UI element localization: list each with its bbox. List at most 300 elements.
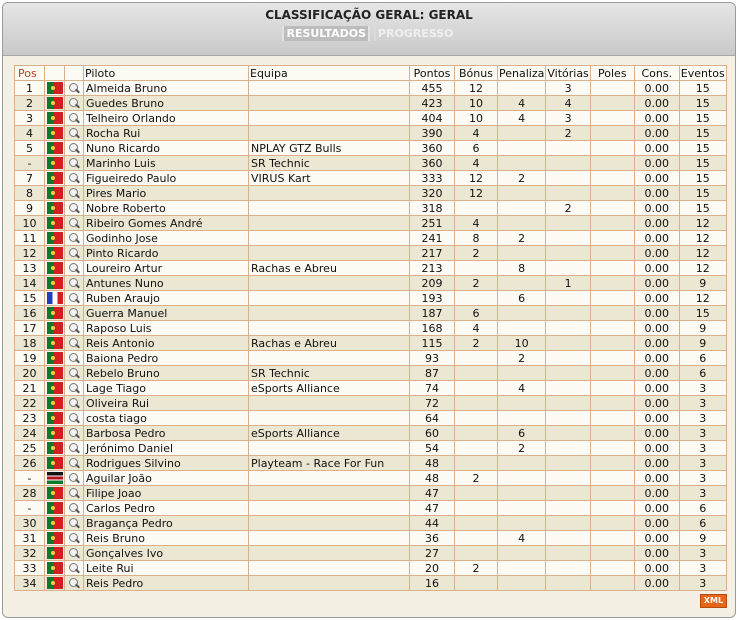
cell-pos: 16: [15, 306, 45, 321]
cell-vitorias: [546, 246, 590, 261]
magnifier-icon[interactable]: [66, 127, 82, 139]
cell-bonus: 12: [455, 81, 498, 96]
cell-pos: 31: [15, 531, 45, 546]
cell-bonus: 8: [455, 231, 498, 246]
cell-details[interactable]: [65, 471, 84, 486]
cell-poles: [590, 291, 634, 306]
cell-piloto[interactable]: Ruben Araujo: [84, 291, 249, 306]
cell-vitorias: [546, 561, 590, 576]
cell-piloto[interactable]: Pinto Ricardo: [84, 246, 249, 261]
cell-details[interactable]: [65, 501, 84, 516]
cell-eventos: 15: [679, 186, 726, 201]
cell-cons: 0.00: [634, 336, 679, 351]
cell-poles: [590, 471, 634, 486]
cell-piloto[interactable]: Figueiredo Paulo: [84, 171, 249, 186]
magnifier-icon[interactable]: [66, 457, 82, 469]
cell-penaliza: [498, 411, 546, 426]
cell-vitorias: [546, 366, 590, 381]
cell-piloto[interactable]: costa tiago: [84, 411, 249, 426]
cell-pontos: 360: [410, 141, 455, 156]
magnifier-icon[interactable]: [66, 337, 82, 349]
cell-pontos: 16: [410, 576, 455, 591]
cell-pos: 9: [15, 201, 45, 216]
cell-piloto[interactable]: Bragança Pedro: [84, 516, 249, 531]
cell-penaliza: [498, 321, 546, 336]
magnifier-icon[interactable]: [66, 277, 82, 289]
cell-pos: 13: [15, 261, 45, 276]
col-header-poles[interactable]: Poles: [590, 66, 634, 81]
cell-pontos: 48: [410, 471, 455, 486]
cell-cons: 0.00: [634, 531, 679, 546]
table-row: [15, 306, 727, 321]
cell-pontos: 213: [410, 261, 455, 276]
cell-penaliza: 4: [498, 531, 546, 546]
cell-details[interactable]: [65, 516, 84, 531]
cell-penaliza: [498, 126, 546, 141]
cell-details[interactable]: [65, 81, 84, 96]
magnifier-icon[interactable]: [66, 487, 82, 499]
table-row: [15, 231, 727, 246]
cell-equipa: [249, 111, 410, 126]
col-header-piloto[interactable]: Piloto: [84, 66, 249, 81]
cell-piloto[interactable]: Rocha Rui: [84, 126, 249, 141]
cell-eventos: 9: [679, 531, 726, 546]
magnifier-icon[interactable]: [66, 142, 82, 154]
cell-pos: 11: [15, 231, 45, 246]
cell-details[interactable]: [65, 561, 84, 576]
magnifier-icon[interactable]: [66, 262, 82, 274]
magnifier-icon[interactable]: [66, 502, 82, 514]
cell-penaliza: 6: [498, 426, 546, 441]
cell-piloto[interactable]: Almeida Bruno: [84, 81, 249, 96]
cell-equipa: [249, 201, 410, 216]
cell-flag: [45, 366, 65, 381]
cell-cons: 0.00: [634, 351, 679, 366]
cell-flag: [45, 531, 65, 546]
cell-poles: [590, 336, 634, 351]
cell-bonus: 4: [455, 156, 498, 171]
cell-piloto[interactable]: Aguilar João: [84, 471, 249, 486]
col-header-pontos[interactable]: Pontos: [410, 66, 455, 81]
cell-flag: [45, 171, 65, 186]
cell-piloto[interactable]: Reis Bruno: [84, 531, 249, 546]
cell-vitorias: [546, 501, 590, 516]
cell-pontos: 455: [410, 81, 455, 96]
cell-bonus: [455, 411, 498, 426]
cell-flag: [45, 516, 65, 531]
country-flag-icon: [47, 337, 63, 349]
cell-eventos: 9: [679, 336, 726, 351]
country-flag-icon: [47, 187, 63, 199]
cell-pos: 24: [15, 426, 45, 441]
cell-details[interactable]: [65, 126, 84, 141]
col-header-penaliza[interactable]: Penaliza: [499, 66, 545, 80]
cell-piloto[interactable]: Nobre Roberto: [84, 201, 249, 216]
cell-flag: [45, 396, 65, 411]
cell-equipa: [249, 81, 410, 96]
cell-cons: 0.00: [634, 576, 679, 591]
cell-eventos: 15: [679, 201, 726, 216]
magnifier-icon[interactable]: [66, 367, 82, 379]
cell-vitorias: [546, 426, 590, 441]
table-row: [15, 81, 727, 96]
cell-pos: 5: [15, 141, 45, 156]
cell-poles: [590, 576, 634, 591]
cell-piloto[interactable]: Carlos Pedro: [84, 501, 249, 516]
cell-equipa: SR Technic: [249, 366, 410, 381]
cell-equipa: VIRUS Kart: [249, 171, 410, 186]
cell-eventos: 3: [679, 441, 726, 456]
cell-poles: [590, 186, 634, 201]
country-flag-icon: [47, 172, 63, 184]
magnifier-icon[interactable]: [66, 517, 82, 529]
cell-details[interactable]: [65, 351, 84, 366]
table-row: [15, 516, 727, 531]
magnifier-icon[interactable]: [66, 112, 82, 124]
cell-details[interactable]: [65, 186, 84, 201]
cell-vitorias: [546, 216, 590, 231]
cell-poles: [590, 201, 634, 216]
cell-details[interactable]: [65, 216, 84, 231]
cell-penaliza: [498, 456, 546, 471]
cell-pontos: 36: [410, 531, 455, 546]
cell-flag: [45, 81, 65, 96]
cell-poles: [590, 141, 634, 156]
cell-equipa: Playteam - Race For Fun: [249, 456, 410, 471]
magnifier-icon[interactable]: [66, 412, 82, 424]
cell-bonus: [455, 531, 498, 546]
cell-penaliza: [498, 306, 546, 321]
cell-equipa: [249, 351, 410, 366]
cell-details[interactable]: [65, 441, 84, 456]
magnifier-icon[interactable]: [66, 547, 82, 559]
cell-vitorias: [546, 456, 590, 471]
cell-bonus: 2: [455, 276, 498, 291]
cell-equipa: Rachas e Abreu: [249, 336, 410, 351]
cell-cons: 0.00: [634, 156, 679, 171]
cell-vitorias: [546, 381, 590, 396]
magnifier-icon[interactable]: [66, 577, 82, 589]
cell-details[interactable]: [65, 456, 84, 471]
cell-piloto[interactable]: Jerónimo Daniel: [84, 441, 249, 456]
cell-details[interactable]: [65, 396, 84, 411]
cell-flag: [45, 276, 65, 291]
cell-vitorias: [546, 291, 590, 306]
cell-flag: [45, 561, 65, 576]
cell-piloto[interactable]: Reis Pedro: [84, 576, 249, 591]
cell-cons: 0.00: [634, 186, 679, 201]
cell-details[interactable]: [65, 366, 84, 381]
cell-flag: [45, 456, 65, 471]
cell-pos: 19: [15, 351, 45, 366]
cell-penaliza: [498, 216, 546, 231]
cell-equipa: eSports Alliance: [249, 426, 410, 441]
cell-cons: 0.00: [634, 411, 679, 426]
table-row: [15, 111, 727, 126]
cell-piloto[interactable]: Oliveira Rui: [84, 396, 249, 411]
magnifier-icon[interactable]: [66, 427, 82, 439]
cell-equipa: eSports Alliance: [249, 381, 410, 396]
cell-eventos: 12: [679, 291, 726, 306]
cell-cons: 0.00: [634, 111, 679, 126]
cell-equipa: NPLAY GTZ Bulls: [249, 141, 410, 156]
cell-pos: 1: [15, 81, 45, 96]
cell-details[interactable]: [65, 321, 84, 336]
cell-cons: 0.00: [634, 126, 679, 141]
cell-pontos: 54: [410, 441, 455, 456]
magnifier-icon[interactable]: [66, 187, 82, 199]
cell-pontos: 168: [410, 321, 455, 336]
cell-piloto[interactable]: Filipe Joao: [84, 486, 249, 501]
table-row: [15, 396, 727, 411]
country-flag-icon: [47, 262, 63, 274]
cell-poles: [590, 216, 634, 231]
magnifier-icon[interactable]: [66, 232, 82, 244]
country-flag-icon: [47, 277, 63, 289]
tab-progresso[interactable]: PROGRESSO: [374, 26, 456, 41]
cell-details[interactable]: [65, 231, 84, 246]
cell-pos: 10: [15, 216, 45, 231]
cell-cons: 0.00: [634, 441, 679, 456]
magnifier-icon[interactable]: [66, 532, 82, 544]
cell-pos: 14: [15, 276, 45, 291]
cell-piloto[interactable]: Guedes Bruno: [84, 96, 249, 111]
magnifier-icon[interactable]: [66, 382, 82, 394]
cell-cons: 0.00: [634, 216, 679, 231]
cell-piloto[interactable]: Leite Rui: [84, 561, 249, 576]
cell-piloto[interactable]: Nuno Ricardo: [84, 141, 249, 156]
cell-details[interactable]: [65, 141, 84, 156]
tab-resultados[interactable]: RESULTADOS: [282, 26, 370, 41]
table-row: [15, 276, 727, 291]
cell-piloto[interactable]: Ribeiro Gomes André: [84, 216, 249, 231]
cell-flag: [45, 471, 65, 486]
cell-pos: 2: [15, 96, 45, 111]
magnifier-icon[interactable]: [66, 202, 82, 214]
cell-pos: 17: [15, 321, 45, 336]
country-flag-icon: [47, 217, 63, 229]
cell-cons: 0.00: [634, 516, 679, 531]
cell-penaliza: 2: [498, 231, 546, 246]
cell-eventos: 3: [679, 561, 726, 576]
cell-eventos: 15: [679, 96, 726, 111]
cell-vitorias: 3: [546, 81, 590, 96]
cell-vitorias: 3: [546, 111, 590, 126]
cell-pontos: 423: [410, 96, 455, 111]
cell-flag: [45, 291, 65, 306]
cell-piloto[interactable]: Raposo Luis: [84, 321, 249, 336]
cell-pos: 28: [15, 486, 45, 501]
cell-piloto[interactable]: Barbosa Pedro: [84, 426, 249, 441]
col-header-eventos[interactable]: Eventos: [680, 66, 725, 80]
cell-piloto[interactable]: Guerra Manuel: [84, 306, 249, 321]
cell-details[interactable]: [65, 531, 84, 546]
table-row: [15, 351, 727, 366]
country-flag-icon: [47, 112, 63, 124]
cell-pontos: 390: [410, 126, 455, 141]
cell-piloto[interactable]: Loureiro Artur: [84, 261, 249, 276]
cell-piloto[interactable]: Marinho Luis: [84, 156, 249, 171]
cell-poles: [590, 381, 634, 396]
cell-details[interactable]: [65, 486, 84, 501]
cell-poles: [590, 516, 634, 531]
cell-details[interactable]: [65, 411, 84, 426]
magnifier-icon[interactable]: [66, 157, 82, 169]
table-row: [15, 456, 727, 471]
cell-bonus: [455, 426, 498, 441]
cell-penaliza: [498, 546, 546, 561]
cell-cons: 0.00: [634, 141, 679, 156]
cell-bonus: [455, 291, 498, 306]
cell-details[interactable]: [65, 261, 84, 276]
cell-piloto[interactable]: Rodrigues Silvino: [84, 456, 249, 471]
cell-piloto[interactable]: Rebelo Bruno: [84, 366, 249, 381]
cell-bonus: [455, 501, 498, 516]
cell-penaliza: [498, 501, 546, 516]
cell-equipa: [249, 291, 410, 306]
col-header-equipa[interactable]: Equipa: [249, 66, 410, 81]
cell-piloto[interactable]: Lage Tiago: [84, 381, 249, 396]
cell-penaliza: 8: [498, 261, 546, 276]
cell-poles: [590, 561, 634, 576]
col-header-bonus[interactable]: Bónus: [455, 66, 498, 81]
magnifier-icon[interactable]: [66, 97, 82, 109]
magnifier-icon[interactable]: [66, 322, 82, 334]
cell-details[interactable]: [65, 201, 84, 216]
country-flag-icon: [47, 397, 63, 409]
cell-eventos: 3: [679, 396, 726, 411]
cell-poles: [590, 531, 634, 546]
cell-vitorias: [546, 171, 590, 186]
cell-equipa: [249, 96, 410, 111]
cell-details[interactable]: [65, 291, 84, 306]
cell-flag: [45, 111, 65, 126]
cell-piloto[interactable]: Godinho Jose: [84, 231, 249, 246]
magnifier-icon[interactable]: [66, 247, 82, 259]
cell-bonus: 10: [455, 96, 498, 111]
cell-pos: 8: [15, 186, 45, 201]
cell-cons: 0.00: [634, 546, 679, 561]
cell-pos: 33: [15, 561, 45, 576]
cell-flag: [45, 186, 65, 201]
standings-table: [14, 65, 727, 591]
cell-details[interactable]: [65, 576, 84, 591]
cell-pontos: 320: [410, 186, 455, 201]
cell-piloto[interactable]: Antunes Nuno: [84, 276, 249, 291]
cell-poles: [590, 246, 634, 261]
cell-piloto[interactable]: Baiona Pedro: [84, 351, 249, 366]
cell-pos: 12: [15, 246, 45, 261]
cell-vitorias: [546, 261, 590, 276]
cell-pontos: 60: [410, 426, 455, 441]
country-flag-icon: [47, 292, 63, 304]
cell-penaliza: [498, 81, 546, 96]
cell-cons: 0.00: [634, 426, 679, 441]
cell-details[interactable]: [65, 156, 84, 171]
cell-poles: [590, 156, 634, 171]
cell-details[interactable]: [65, 336, 84, 351]
table-row: [15, 576, 727, 591]
magnifier-icon[interactable]: [66, 397, 82, 409]
cell-details[interactable]: [65, 426, 84, 441]
cell-pos: 22: [15, 396, 45, 411]
cell-bonus: [455, 381, 498, 396]
cell-flag: [45, 201, 65, 216]
cell-poles: [590, 171, 634, 186]
cell-cons: 0.00: [634, 501, 679, 516]
cell-flag: [45, 546, 65, 561]
cell-piloto[interactable]: Telheiro Orlando: [84, 111, 249, 126]
col-header-cons[interactable]: Cons.: [634, 66, 679, 81]
col-header-vitorias[interactable]: Vitórias: [547, 66, 589, 80]
cell-penaliza: [498, 366, 546, 381]
cell-vitorias: [546, 411, 590, 426]
table-row: [15, 441, 727, 456]
magnifier-icon[interactable]: [66, 82, 82, 94]
cell-flag: [45, 576, 65, 591]
cell-pontos: 93: [410, 351, 455, 366]
table-header-row: [15, 66, 727, 81]
cell-details[interactable]: [65, 546, 84, 561]
cell-poles: [590, 111, 634, 126]
magnifier-icon[interactable]: [66, 307, 82, 319]
cell-pontos: 241: [410, 231, 455, 246]
country-flag-icon: [47, 322, 63, 334]
table-row: [15, 201, 727, 216]
magnifier-icon[interactable]: [66, 472, 82, 484]
cell-piloto[interactable]: Pires Mario: [84, 186, 249, 201]
country-flag-icon: [47, 232, 63, 244]
cell-bonus: 6: [455, 141, 498, 156]
cell-flag: [45, 351, 65, 366]
cell-vitorias: [546, 186, 590, 201]
cell-eventos: 15: [679, 81, 726, 96]
col-header-pos[interactable]: Pos: [15, 66, 45, 81]
cell-details[interactable]: [65, 306, 84, 321]
magnifier-icon[interactable]: [66, 352, 82, 364]
cell-details[interactable]: [65, 111, 84, 126]
magnifier-icon[interactable]: [66, 442, 82, 454]
cell-poles: [590, 546, 634, 561]
xml-export-button[interactable]: XML: [700, 594, 727, 608]
country-flag-icon: [47, 502, 63, 514]
country-flag-icon: [47, 367, 63, 379]
cell-piloto[interactable]: Reis Antonio: [84, 336, 249, 351]
cell-details[interactable]: [65, 171, 84, 186]
magnifier-icon[interactable]: [66, 172, 82, 184]
cell-cons: 0.00: [634, 366, 679, 381]
cell-equipa: [249, 396, 410, 411]
table-row: [15, 501, 727, 516]
country-flag-icon: [47, 562, 63, 574]
cell-piloto[interactable]: Gonçalves Ivo: [84, 546, 249, 561]
country-flag-icon: [47, 457, 63, 469]
cell-details[interactable]: [65, 246, 84, 261]
cell-cons: 0.00: [634, 81, 679, 96]
cell-details[interactable]: [65, 96, 84, 111]
table-row: [15, 546, 727, 561]
cell-flag: [45, 231, 65, 246]
cell-equipa: [249, 411, 410, 426]
magnifier-icon[interactable]: [66, 292, 82, 304]
cell-details[interactable]: [65, 381, 84, 396]
cell-vitorias: [546, 486, 590, 501]
magnifier-icon[interactable]: [66, 562, 82, 574]
magnifier-icon[interactable]: [66, 217, 82, 229]
cell-poles: [590, 351, 634, 366]
cell-cons: 0.00: [634, 306, 679, 321]
cell-details[interactable]: [65, 276, 84, 291]
